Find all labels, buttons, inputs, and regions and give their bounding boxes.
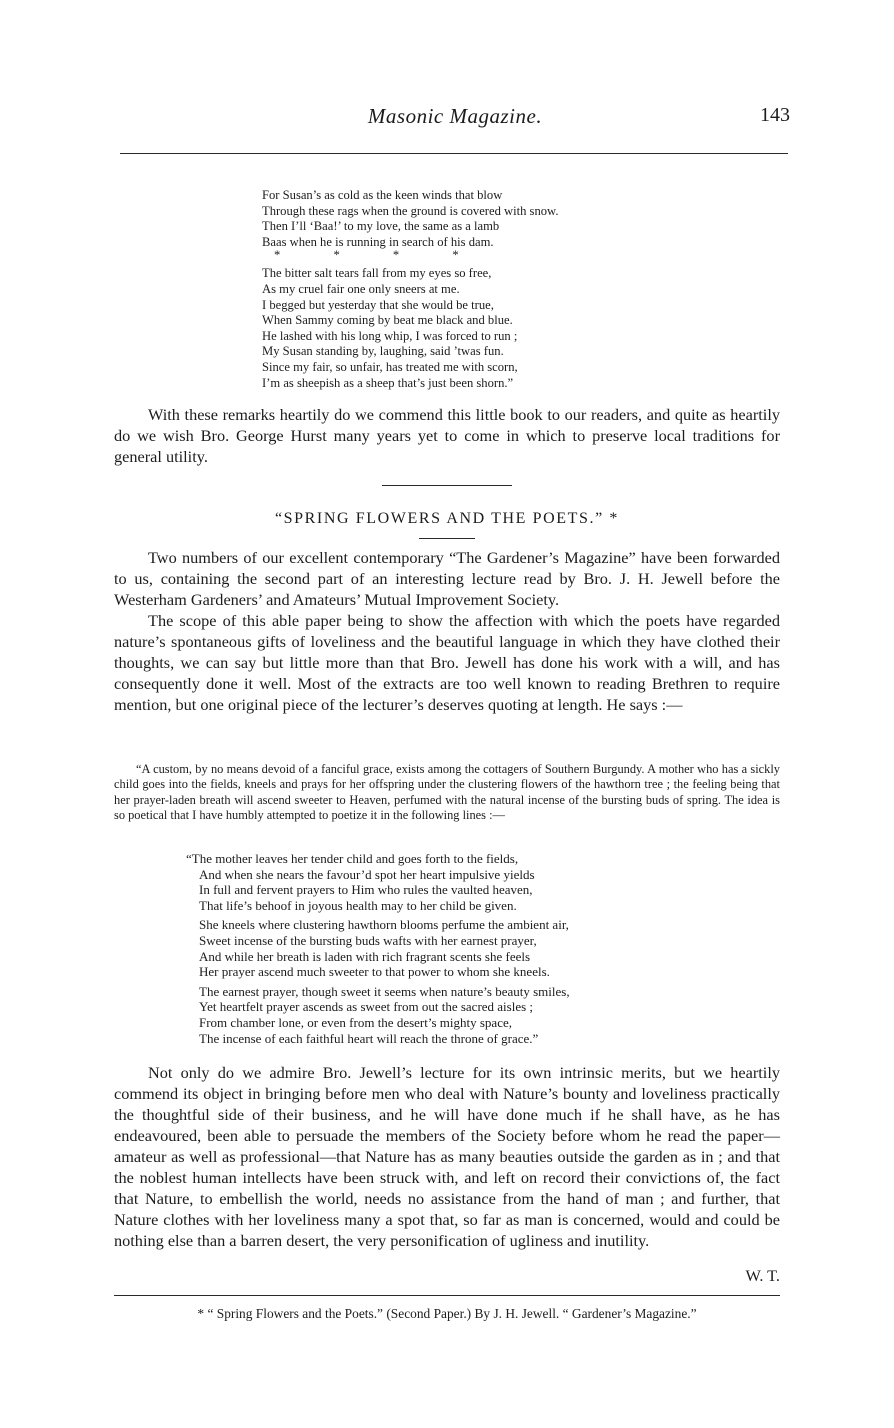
lecture-extract: [114, 762, 780, 823]
poem-line: For Susan’s as cold as the keen winds that blow: [262, 188, 503, 202]
page-number: 143: [760, 104, 790, 126]
title-rule: [419, 538, 475, 539]
article-paragraph: The scope of this able paper being to show the affection with which the poets have regarded nature’s spontaneous gifts of loveliness and the beautiful language in which they have clothed their thoughts, we can say but little more than that Bro. Jewell has done his work with a will, and has consequently done it well. Most of the extracts are too well known to reading Brethren to require mention, but one original piece of the lecturer’s deserves quoting at length. He says :—: [114, 611, 780, 714]
extract-paragraph: “A custom, by no means devoid of a fanciful grace, exists among the cottagers of Southern Burgundy. A mother who has a sickly child goes into the fields, kneels and prays for her offspring under the clustering flowers of the hawthorn tree ; the feeling being that her prayer-laden breath will ascend sweeter to Heaven, perfumed with the natural incense of the bursting buds of spring. The idea is so poetical that I have humbly attempted to poetize it in the following lines :—: [114, 762, 780, 822]
poem-line: She kneels where clustering hawthorn blooms perfume the ambient air,: [199, 917, 569, 933]
poem-line: Sweet incense of the bursting buds wafts with her earnest prayer,: [199, 932, 537, 948]
conclusion-paragraph: Not only do we admire Bro. Jewell’s lecture for its own intrinsic merits, but we heartily commend its object in bringing before men who deal with Nature’s bounty and loveliness practically the thoughtful side of their business, and he will have done much if he shall have, as he has endeavoured, been able to persuade the members of the Society before whom he read the paper—amateur as well as professional—that Nature has as many beauties outside the garden as in ; and that the noblest human intellects have been struck with, and left on record their convictions of, the fact that Nature, to embellish the world, needs no assistance from the hand of man ; and further, that Nature clothes with her loveliness many a spot that, so far as man is concerned, would and could be nothing else than a barren desert, the very personification of ugliness and inutility.: [114, 1063, 780, 1250]
closing-paragraph: With these remarks heartily do we commend this little book to our readers, and quite as heartily do we wish Bro. George Hurst many years yet to come in which to preserve local traditions for general utility.: [114, 405, 780, 466]
poem-line: I’m as sheepish as a sheep that’s just been shorn.”: [262, 375, 514, 390]
poem-line: Baas when he is running in search of his dam.: [262, 234, 494, 249]
poem-line: From chamber lone, or even from the desert’s mighty space,: [199, 1014, 512, 1030]
header-rule: [120, 153, 788, 154]
running-title: Masonic Magazine.: [367, 104, 543, 128]
footnote: * “ Spring Flowers and the Poets.” (Second Paper.) By J. H. Jewell. “ Gardener’s Magazine.”: [197, 1306, 697, 1321]
footnote-rule: [114, 1295, 780, 1296]
article-conclusion: [114, 1062, 780, 1285]
poem-line: The incense of each faithful heart will reach the throne of grace.”: [199, 1030, 539, 1046]
poem-line: “The mother leaves her tender child and goes forth to the fields,: [186, 851, 519, 866]
poem-line: In full and fervent prayers to Him who rules the vaulted heaven,: [199, 882, 533, 898]
article-title: “SPRING FLOWERS AND THE POETS.” *: [274, 510, 620, 527]
poem-line: Yet heartfelt prayer ascends as sweet from out the sacred aisles ;: [199, 999, 534, 1015]
article-body: [114, 547, 780, 715]
poem-line: And while her breath is laden with rich fragrant scents she feels: [199, 948, 531, 964]
lecture-poem: [186, 851, 570, 1046]
section-divider: [382, 485, 512, 486]
poem-line: I begged but yesterday that she would be true,: [262, 297, 494, 312]
poem-line: The earnest prayer, though sweet it seems when nature’s beauty smiles,: [199, 983, 570, 999]
poem-line: He lashed with his long whip, I was forced to run ;: [262, 328, 518, 343]
poem-line: Through these rags when the ground is covered with snow.: [262, 203, 559, 218]
closing-paragraph-block: [114, 404, 780, 467]
author-signature: W. T.: [745, 1266, 780, 1285]
running-head: [120, 104, 790, 134]
poem-line: When Sammy coming by beat me black and blue.: [262, 313, 513, 328]
poem-excerpt: [262, 188, 558, 391]
poem-line: As my cruel fair one only sneers at me.: [262, 281, 460, 296]
poem-line: Then I’ll ‘Baa!’ to my love, the same as a lamb: [262, 219, 500, 234]
poem-line: My Susan standing by, laughing, said ’twas fun.: [262, 344, 504, 359]
article-paragraph: Two numbers of our excellent contemporary “The Gardener’s Magazine” have been forwarded to us, containing the second part of an interesting lecture read by Bro. J. H. Jewell before the Westerham Gardeners’ and Amateurs’ Mutual Improvement Society.: [114, 548, 780, 609]
poem-line: The bitter salt tears fall from my eyes so free,: [262, 266, 492, 281]
poem-line: That life’s behoof in joyous health may to her child be given.: [199, 897, 517, 913]
poem-line: And when she nears the favour’d spot her heart impulsive yields: [199, 866, 535, 882]
poem-line: Since my fair, so unfair, has treated me with scorn,: [262, 359, 518, 374]
poem-line: Her prayer ascend much sweeter to that power to whom she kneels.: [199, 964, 550, 980]
stanza-separator: * * * *: [274, 248, 459, 263]
